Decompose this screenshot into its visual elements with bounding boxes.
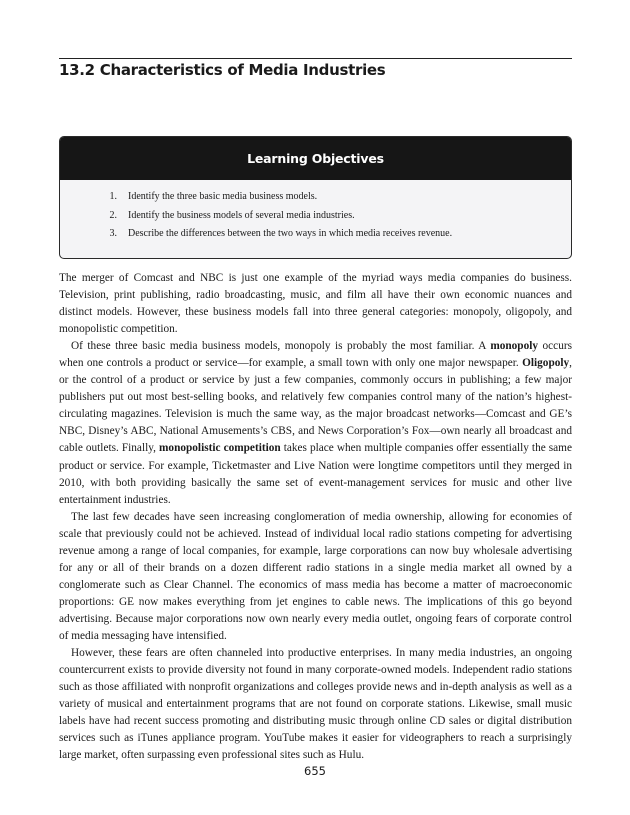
body-text <box>59 270 572 764</box>
list-item-text: Describe the differences between the two ways in which media receives revenue. <box>128 228 453 239</box>
term-monopoly: monopoly <box>490 340 539 353</box>
paragraph-1: The merger of Comcast and NBC is just one example of the myriad ways media companies do business. Television, print publishing, radio broadcasting, music, and film all have their own economic nuances and distinct models. However, these business models fall into three general categories: monopoly, oligopoly, and monopolistic competition. <box>59 272 572 336</box>
paragraph-4: However, these fears are often channeled into productive enterprises. In many media industries, an ongoing countercurrent exists to provide diversity not found in many corporate-owned models. Independent radio stations such as those affiliated with nonprofit organizations and colleges provide news and in-depth analysis as well as a variety of musical and entertainment programs that are not found on corporate stations. Likewise, small music labels have had recent success promoting and distributing music through online CD sales or digital distribution services such as iTunes appliance program. YouTube makes it easier for videographers to reach a surprisingly large market, often surpassing even professional sites such as Hulu. <box>59 647 572 762</box>
paragraph-2-text: Of these three basic media business models, monopoly is probably the most familiar. A <box>71 340 491 353</box>
list-item-number: 1. <box>109 191 117 202</box>
list-item-text: Identify the three basic media business models. <box>128 191 318 202</box>
learning-objectives-list <box>60 180 571 244</box>
list-item <box>60 188 571 207</box>
section-title: 13.2 Characteristics of Media Industries <box>59 61 386 79</box>
header-rule <box>59 58 572 59</box>
paragraph-2 <box>59 338 572 508</box>
list-item <box>60 207 571 226</box>
term-monopolistic-competition: monopolistic competition <box>159 442 281 455</box>
list-item <box>60 225 571 244</box>
paragraph-3: The last few decades have seen increasing conglomeration of media ownership, allowing for economies of scale that previously could not be achieved. Instead of individual local radio stations competing for advertising revenue among a range of local companies, for example, large corporations can now buy wholesale advertising for any or all of their brands on a dozen different radio stations in a single media market all owned by a conglomerate such as Clear Channel. The economics of mass media has become a matter of macroeconomic proportions: GE now makes everything from jet engines to cable news. The implications of this go beyond advertising. Because major corporations now own nearly every media outlet, ongoing fears of corporate control of media messaging have intensified. <box>59 510 572 642</box>
term-oligopoly: Oligopoly <box>522 357 570 370</box>
learning-objectives-box <box>59 136 572 259</box>
learning-objectives-heading: Learning Objectives <box>60 137 571 180</box>
list-item-number: 3. <box>109 228 117 239</box>
paragraph-2-text: occurs when one controls a product or service—for example, a small town with only one major newspaper. <box>59 340 573 370</box>
paragraph-2-text: , or the control of a product or service by just a few companies, commonly occurs in publishing; a few major publishers put out most best-selling books, and relatively few companies control many of the nation’s highest-circulating magazines. Television is much the same way, as the major broadcast networks—Comcast and GE’s NBC, Disney’s ABC, National Amusements’s CBS, and News Corporation’s Fox—own nearly all broadcast and cable outlets. Finally, <box>59 357 572 455</box>
page-number: 655 <box>304 764 326 778</box>
paragraph-2-text: takes place when multiple companies offer essentially the same product or service. For example, Ticketmaster and Live Nation were longtime competitors until they merged in 2010, with both providing basically the same set of event-management services for music and other live entertainment industries. <box>59 442 572 506</box>
list-item-number: 2. <box>109 209 117 221</box>
list-item-text: Identify the business models of several media industries. <box>128 209 355 221</box>
